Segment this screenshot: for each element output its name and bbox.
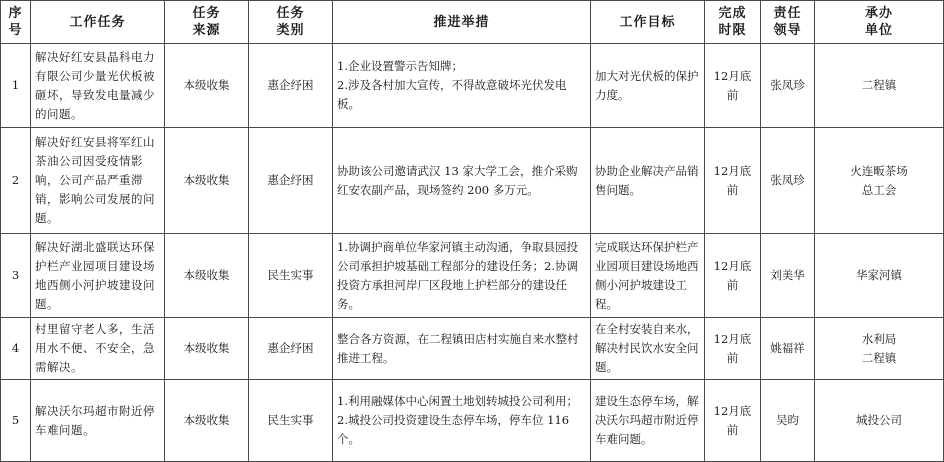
cell-leader: 刘美华 bbox=[761, 234, 815, 318]
cell-unit: 水利局 二程镇 bbox=[815, 318, 944, 380]
header-source: 任务 来源 bbox=[165, 1, 249, 44]
cell-leader: 吴昀 bbox=[761, 380, 815, 462]
header-goal: 工作目标 bbox=[591, 1, 705, 44]
cell-task: 解决好湖北盛联达环保护栏产业园项目建设场地西侧小河护坡建设问题。 bbox=[31, 234, 165, 318]
cell-deadline: 12月底前 bbox=[705, 234, 761, 318]
cell-seq: 1 bbox=[1, 44, 31, 128]
cell-seq: 2 bbox=[1, 128, 31, 234]
header-unit: 承办 单位 bbox=[815, 1, 944, 44]
table-row bbox=[1, 318, 944, 380]
cell-leader: 姚福祥 bbox=[761, 318, 815, 380]
cell-measures: 1.协调护商单位华家河镇主动沟通，争取县园投公司承担护坡基础工程部分的建设任务；2.协调投资方承担河岸厂区段地上护栏部分的建设任务。 bbox=[333, 234, 591, 318]
header-measures: 推进举措 bbox=[333, 1, 591, 44]
cell-source: 本级收集 bbox=[165, 44, 249, 128]
cell-source: 本级收集 bbox=[165, 128, 249, 234]
cell-seq: 5 bbox=[1, 380, 31, 462]
cell-unit: 城投公司 bbox=[815, 380, 944, 462]
cell-measures: 1.利用融媒体中心闲置土地划转城投公司利用； 2.城投公司投资建设生态停车场，停车位 116 个。 bbox=[333, 380, 591, 462]
cell-category: 惠企纾困 bbox=[249, 128, 333, 234]
header-task: 工作任务 bbox=[31, 1, 165, 44]
header-seq: 序 号 bbox=[1, 1, 31, 44]
cell-task: 解决好红安县将军红山茶油公司因受疫情影响，公司产品严重滞销，影响公司发展的问题。 bbox=[31, 128, 165, 234]
cell-goal: 完成联达环保护栏产业园项目建设场地西侧小河护坡建设工程。 bbox=[591, 234, 705, 318]
cell-measures: 1.企业设置警示告知牌； 2.涉及各村加大宣传，不得故意破坏光伏发电板。 bbox=[333, 44, 591, 128]
cell-task: 村里留守老人多，生活用水不便、不安全，急需解决。 bbox=[31, 318, 165, 380]
cell-measures: 协助该公司邀请武汉 13 家大学工会，推介采购红安农副产品，现场签约 200 多万元。 bbox=[333, 128, 591, 234]
cell-source: 本级收集 bbox=[165, 318, 249, 380]
cell-category: 惠企纾困 bbox=[249, 44, 333, 128]
cell-unit: 华家河镇 bbox=[815, 234, 944, 318]
cell-deadline: 12月底前 bbox=[705, 128, 761, 234]
cell-goal: 加大对光伏板的保护力度。 bbox=[591, 44, 705, 128]
cell-task: 解决好红安县晶科电力有限公司少量光伏板被砸坏，导致发电量减少的问题。 bbox=[31, 44, 165, 128]
table-header-row bbox=[1, 1, 944, 44]
cell-leader: 张凤珍 bbox=[761, 44, 815, 128]
cell-deadline: 12月底前 bbox=[705, 380, 761, 462]
cell-measures: 整合各方资源，在二程镇田店村实施自来水整村推进工程。 bbox=[333, 318, 591, 380]
table-row bbox=[1, 380, 944, 462]
cell-source: 本级收集 bbox=[165, 234, 249, 318]
cell-category: 惠企纾困 bbox=[249, 318, 333, 380]
cell-category: 民生实事 bbox=[249, 234, 333, 318]
cell-goal: 建设生态停车场，解决沃尔玛超市附近停车难问题。 bbox=[591, 380, 705, 462]
cell-task: 解决沃尔玛超市附近停车难问题。 bbox=[31, 380, 165, 462]
cell-source: 本级收集 bbox=[165, 380, 249, 462]
cell-seq: 3 bbox=[1, 234, 31, 318]
cell-seq: 4 bbox=[1, 318, 31, 380]
cell-goal: 在全村安装自来水，解决村民饮水安全问题。 bbox=[591, 318, 705, 380]
header-category: 任务 类别 bbox=[249, 1, 333, 44]
header-deadline: 完成 时限 bbox=[705, 1, 761, 44]
table-row bbox=[1, 44, 944, 128]
cell-leader: 张凤珍 bbox=[761, 128, 815, 234]
table-row bbox=[1, 234, 944, 318]
cell-deadline: 12月底前 bbox=[705, 44, 761, 128]
cell-category: 民生实事 bbox=[249, 380, 333, 462]
table-row bbox=[1, 128, 944, 234]
cell-deadline: 12月底前 bbox=[705, 318, 761, 380]
cell-unit: 火连畈茶场 总工会 bbox=[815, 128, 944, 234]
cell-goal: 协助企业解决产品销售问题。 bbox=[591, 128, 705, 234]
cell-unit: 二程镇 bbox=[815, 44, 944, 128]
header-leader: 责任 领导 bbox=[761, 1, 815, 44]
